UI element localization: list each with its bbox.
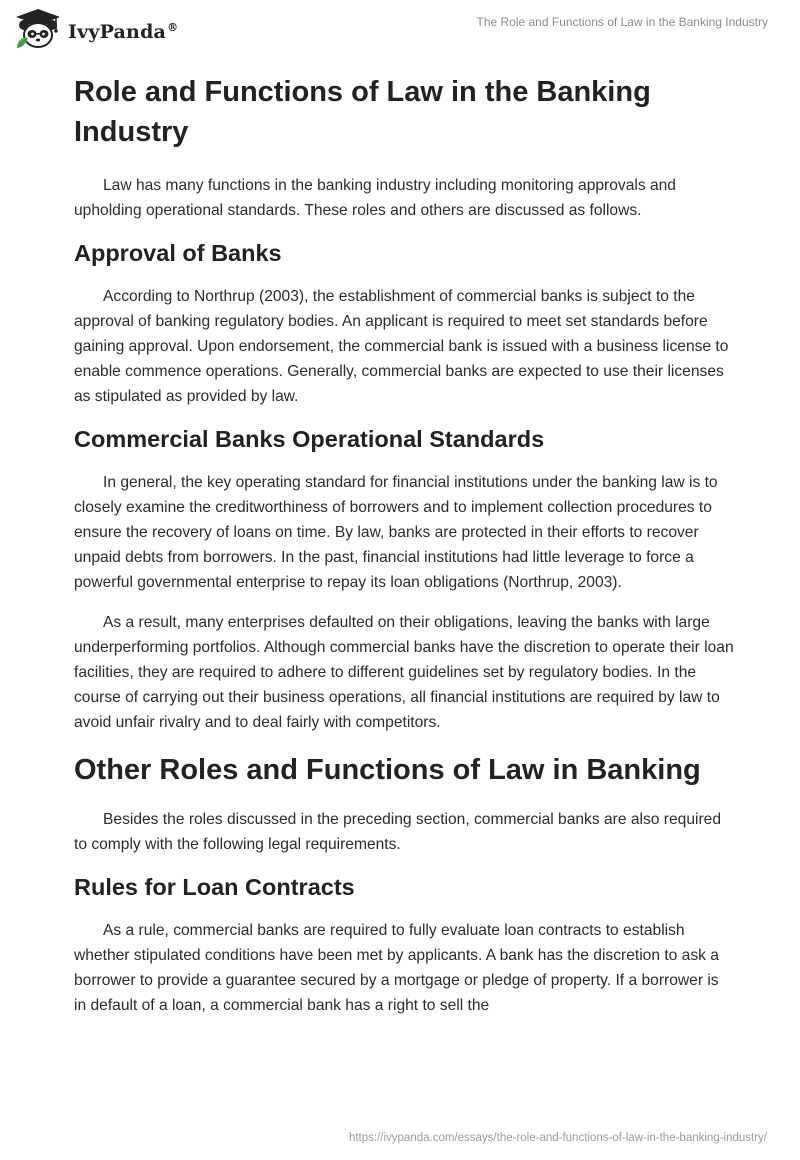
section-heading-operational-standards: Commercial Banks Operational Standards [74, 426, 545, 452]
paragraph: In general, the key operating standard for financial institutions under the banking law is to closely examine the creditworthiness of borrowers and to implement collection procedures to ensure the recovery of loans on time. By law, banks are protected in their efforts to recover unpaid debts from borrowers. In the past, financial institutions had little leverage to force a powerful governmental enterprise to repay its loan obligations (Northrup, 2003). [74, 474, 718, 591]
running-title: The Role and Functions of Law in the Banking Industry [476, 15, 768, 29]
panda-graduate-icon [14, 8, 62, 52]
section-title-other-roles: Other Roles and Functions of Law in Banking [74, 754, 701, 786]
paragraph: As a result, many enterprises defaulted on their obligations, leaving the banks with large underperforming portfolios. Although commercial banks have the discretion to operate their loan facilities, they are required to adhere to different guidelines set by regulatory bodies. In the course of carrying out their business operations, all financial institutions are required by law to avoid unfair rivalry and to deal fairly with competitors. [74, 614, 734, 731]
section-heading-loan-contracts: Rules for Loan Contracts [74, 874, 355, 900]
page-title: Role and Functions of Law in the Banking Industry [74, 76, 651, 148]
paragraph: As a rule, commercial banks are required to fully evaluate loan contracts to establish whether stipulated conditions have been met by applicants. A bank has the discretion to ask a borrower to provide a guarantee secured by a mortgage or pledge of property. If a borrower is in default of a loan, a commercial bank has a right to sell the [74, 922, 719, 1014]
ivypanda-logo[interactable] [14, 8, 178, 52]
paragraph: Besides the roles discussed in the preceding section, commercial banks are also required to comply with the following legal requirements. [74, 811, 722, 853]
essay-content [74, 72, 734, 1033]
brand-name: IvyPanda® [68, 21, 179, 43]
intro-paragraph: Law has many functions in the banking industry including monitoring approvals and upholding operational standards. These roles and others are discussed as follows. [74, 177, 676, 219]
page-header [0, 0, 800, 60]
source-url[interactable]: https://ivypanda.com/essays/the-role-and-functions-of-law-in-the-banking-industry/ [348, 1132, 767, 1144]
paragraph: According to Northrup (2003), the establishment of commercial banks is subject to the approval of banking regulatory bodies. An applicant is required to meet set standards before gaining approval. Upon endorsement, the commercial bank is issued with a business license to enable commence operations. Generally, commercial banks are expected to use their licenses as stipulated as provided by law. [74, 288, 729, 405]
section-heading-approval: Approval of Banks [74, 240, 282, 266]
